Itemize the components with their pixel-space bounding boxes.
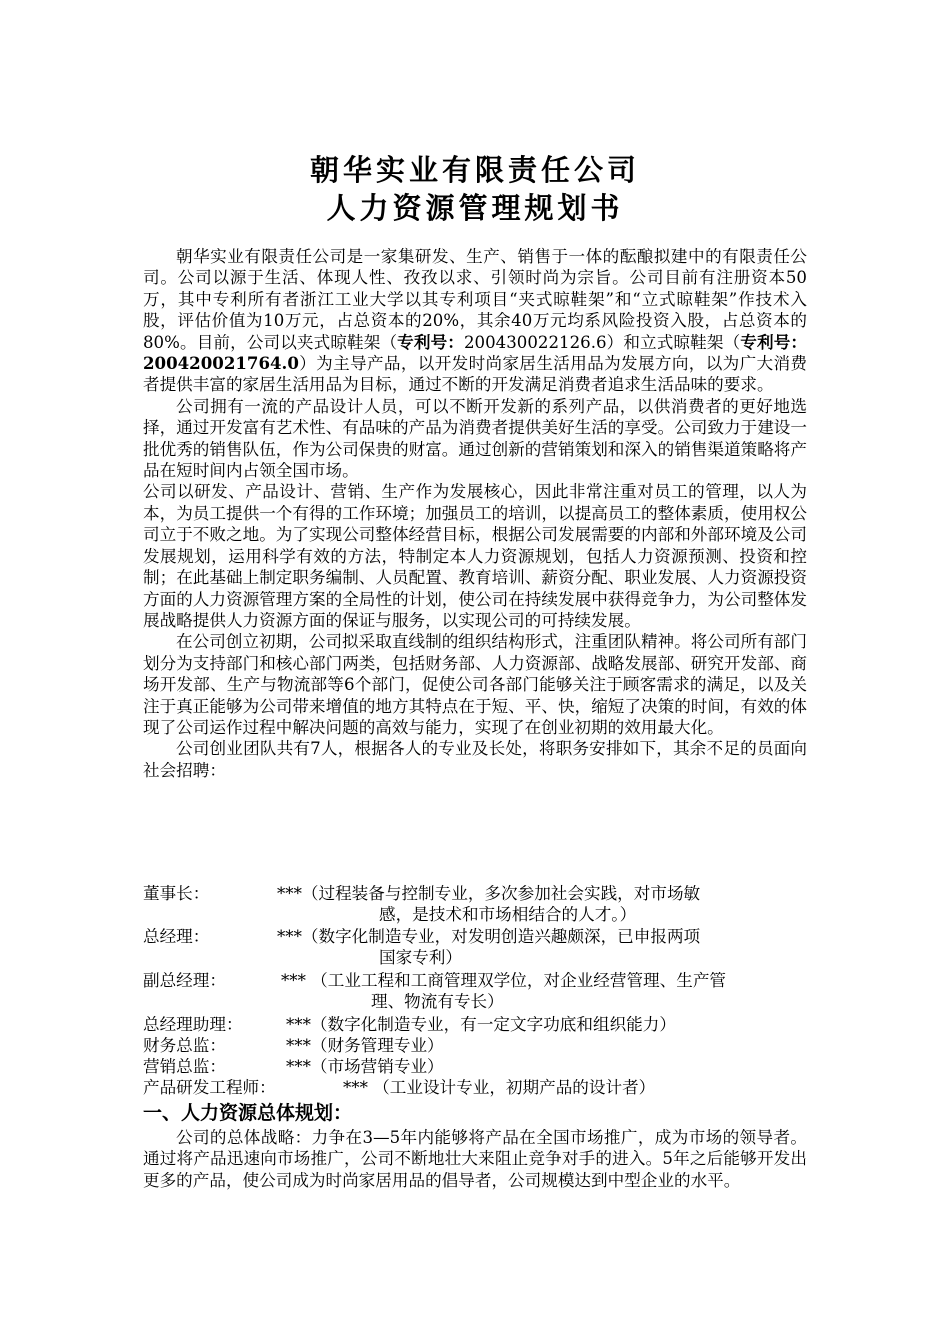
patent-label-1: 专利号： — [397, 331, 464, 352]
role-marketing-director — [143, 1056, 823, 1078]
paragraph-company-intro — [143, 246, 807, 396]
paragraph-overall-strategy: 公司的总体战略：力争在3—5年内能够将产品在全国市场推广，成为市场的领导者。通过将产品迅速向市场推广，公司不断地壮大来阻止竞争对手的进入。5年之后能够开发出更多的产品，使公司成为时尚家居用品的倡导者，公司规模达到中型企业的水平。 — [143, 1128, 807, 1190]
role-label: 总经理助理： — [143, 1015, 243, 1034]
document-title-line1: 朝华实业有限责任公司 — [309, 153, 640, 187]
section-heading-hr-overall-planning: 一、人力资源总体规划： — [143, 1102, 353, 1124]
role-description: ***（数字化制造专业，有一定文字功底和组织能力） — [286, 1015, 676, 1034]
patent-number-1: 200430022126.6 — [464, 332, 607, 352]
role-general-manager — [143, 926, 823, 970]
role-gm-assistant — [143, 1014, 823, 1036]
section1-block — [143, 1127, 807, 1191]
paragraph-team-intro: 公司创业团队共有7人，根据各人的专业及长处，将职务安排如下，其余不足的员面向社会招聘： — [143, 739, 807, 780]
paragraph-hr-planning: 公司以研发、产品设计、营销、生产作为发展核心，因此非常注重对员工的管理，以人为本，为员工提供一个有得的工作环境；加强员工的培训，以提高员工的整体素质，使用权公司立于不败之地。为了实现公司整体经营目标，根据公司发展需要的内部和外部环境及公司发展规划，运用科学有效的方法，特制定本人力资源规划，包括人力资源预测、投资和控制；在此基础上制定职务编制、人员配置、教育培训、薪资分配、职业发展、人力资源投资方面的人力资源管理方案的全局性的计划，使公司在持续发展中获得竞争力，为公司整体发展战略提供人力资源方面的保证与服务，以实现公司的可持续发展。 — [143, 482, 807, 630]
patent-number-2: 200420021764.0 — [143, 353, 299, 374]
role-label: 营销总监： — [143, 1057, 226, 1076]
paragraph-design-team: 公司拥有一流的产品设计人员，可以不断开发新的系列产品，以供消费者的更好地选择，通过开发富有艺术性、有品味的产品为消费者提供美好生活的享受。公司致力于建设一批优秀的销售队伍，作为公司保贵的财富。通过创新的营销策划和深入的销售渠道策略将产品在短时间内占领全国市场。 — [143, 396, 807, 481]
role-label: 副总经理： — [143, 971, 226, 990]
role-description: ***（财务管理专业） — [286, 1036, 444, 1055]
role-finance-director — [143, 1035, 823, 1057]
role-description-continued: 理、物流有专长） — [371, 992, 504, 1011]
role-label: 财务总监： — [143, 1036, 226, 1055]
patent-label-2: 专利号： — [740, 331, 808, 352]
para1-text-b: ）为主导产品，以开发时尚家居生活用品为发展方向，以为广大消费者提供丰富的家居生活用品为目标，通过不断的开发满足消费者追求生活品味的要求。 — [143, 354, 807, 395]
role-description: ***（市场营销专业） — [286, 1057, 444, 1076]
paragraph-org-structure: 在公司创立初期，公司拟采取直线制的组织结构形式，注重团队精神。将公司所有部门划分为支持部门和核心部门两类，包括财务部、人力资源部、战略发展部、研究开发部、商场开发部、生产与物流部等6个部门，促使公司各部门能够关注于顾客需求的满足，以及关注于真正能够为公司带来增值的地方其特点在于短、平、快，缩短了决策的时间，有效的体现了公司运作过程中解决问题的高效与能力，实现了在创业初期的效用最大化。 — [143, 632, 807, 737]
role-description-continued: 国家专利） — [379, 948, 462, 967]
role-description: ***（过程装备与控制专业，多次参加社会实践，对市场敏 — [277, 884, 701, 903]
para1-text-a: 朝华实业有限责任公司是一家集研发、生产、销售于一体的酝酿拟建中的有限责任公司。公司以源于生活、体现人性、孜孜以求、引领时尚为宗旨。公司目前有注册资本50万，其中专利所有者浙江工业大学以其专利项目“夹式晾鞋架”和“立式晾鞋架”作技术入股，评估价值为10万元，占总资本的20%，其余40万元均系风险投资入股，占总资本的80%。目前，公司以夹式晾鞋架（ — [143, 247, 807, 352]
para1-text-mid: ）和立式晾鞋架（ — [606, 332, 741, 352]
role-label: 产品研发工程师： — [143, 1078, 276, 1097]
role-description: ***（数字化制造专业，对发明创造兴趣颇深，已申报两项 — [277, 927, 701, 946]
document-title-line2: 人力资源管理规划书 — [326, 191, 624, 225]
intro-block — [143, 246, 807, 781]
role-description: *** （工业工程和工商管理双学位，对企业经营管理、生产管 — [281, 971, 727, 990]
role-description: *** （工业设计专业，初期产品的设计者） — [343, 1078, 656, 1097]
role-label: 董事长： — [143, 884, 210, 903]
role-chairman — [143, 883, 823, 927]
role-product-rd-engineer — [143, 1077, 823, 1099]
role-description-continued: 感，是技术和市场相结合的人才。） — [379, 905, 637, 924]
role-label: 总经理： — [143, 927, 210, 946]
role-deputy-general-manager — [143, 970, 823, 1014]
